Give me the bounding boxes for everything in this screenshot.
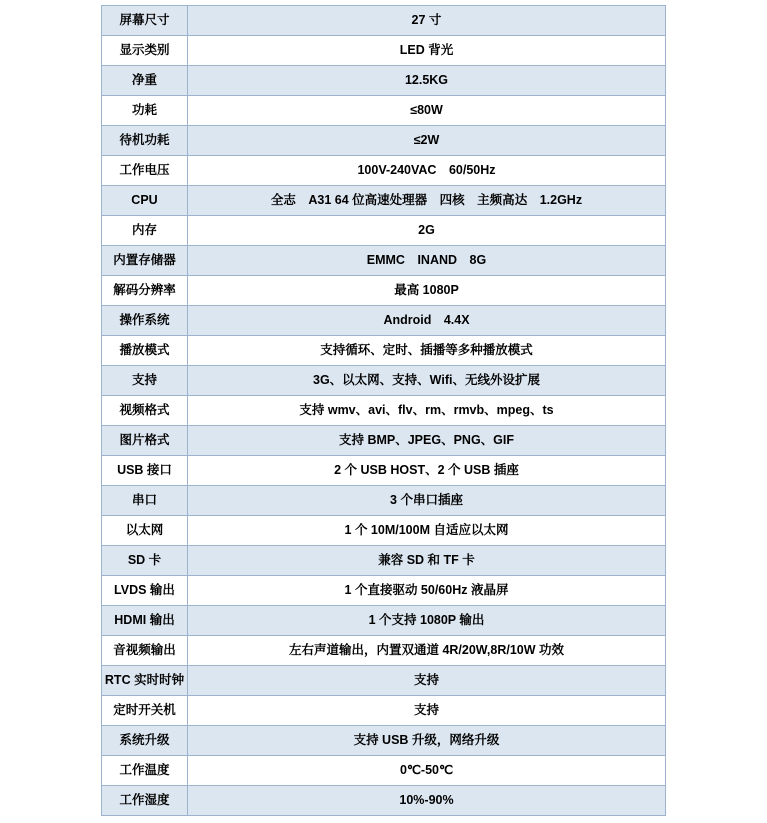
spec-value-cell: 支持 BMP、JPEG、PNG、GIF [188,426,666,456]
spec-value-cell: EMMC INAND 8G [188,246,666,276]
spec-label-cell: 待机功耗 [102,126,188,156]
table-row [102,486,666,516]
spec-value-cell: 支持 wmv、avi、flv、rm、rmvb、mpeg、ts [188,396,666,426]
spec-label-cell: 功耗 [102,96,188,126]
table-row [102,156,666,186]
spec-label-cell: HDMI 输出 [102,606,188,636]
table-row [102,366,666,396]
spec-value-cell: 100V-240VAC 60/50Hz [188,156,666,186]
table-row [102,726,666,756]
spec-label-cell: 串口 [102,486,188,516]
table-row [102,786,666,816]
spec-label-cell: RTC 实时时钟 [102,666,188,696]
spec-value-cell: LED 背光 [188,36,666,66]
spec-value-cell: 左右声道输出，内置双通道 4R/20W,8R/10W 功效 [188,636,666,666]
table-row [102,66,666,96]
table-row [102,246,666,276]
spec-value-cell: 3 个串口插座 [188,486,666,516]
table-row [102,216,666,246]
spec-value-cell: 支持 [188,696,666,726]
spec-label-cell: USB 接口 [102,456,188,486]
spec-label-cell: 显示类别 [102,36,188,66]
spec-label-cell: 操作系统 [102,306,188,336]
spec-label-cell: 解码分辨率 [102,276,188,306]
table-row [102,576,666,606]
spec-value-cell: 3G、以太网、支持、Wifi、无线外设扩展 [188,366,666,396]
table-row [102,336,666,366]
spec-label-cell: 视频格式 [102,396,188,426]
spec-value-cell: 全志 A31 64 位高速处理器 四核 主频高达 1.2GHz [188,186,666,216]
table-row [102,666,666,696]
table-row [102,126,666,156]
spec-value-cell: Android 4.4X [188,306,666,336]
spec-label-cell: LVDS 输出 [102,576,188,606]
spec-value-cell: 27 寸 [188,6,666,36]
spec-label-cell: 工作温度 [102,756,188,786]
spec-value-cell: 最高 1080P [188,276,666,306]
spec-label-cell: 净重 [102,66,188,96]
spec-value-cell: ≤80W [188,96,666,126]
spec-label-cell: 定时开关机 [102,696,188,726]
spec-label-cell: CPU [102,186,188,216]
spec-label-cell: 内置存储器 [102,246,188,276]
table-row [102,426,666,456]
table-row [102,276,666,306]
spec-value-cell: 兼容 SD 和 TF 卡 [188,546,666,576]
spec-value-cell: ≤2W [188,126,666,156]
table-row [102,636,666,666]
spec-value-cell: 1 个 10M/100M 自适应以太网 [188,516,666,546]
spec-label-cell: 播放模式 [102,336,188,366]
spec-label-cell: 工作湿度 [102,786,188,816]
spec-value-cell: 2G [188,216,666,246]
spec-value-cell: 12.5KG [188,66,666,96]
table-row [102,306,666,336]
spec-value-cell: 1 个支持 1080P 输出 [188,606,666,636]
spec-value-cell: 1 个直接驱动 50/60Hz 液晶屏 [188,576,666,606]
table-row [102,396,666,426]
table-row [102,96,666,126]
table-row [102,546,666,576]
spec-label-cell: 音视频输出 [102,636,188,666]
spec-label-cell: 支持 [102,366,188,396]
spec-label-cell: 图片格式 [102,426,188,456]
specification-table [101,5,666,816]
specification-table-body [102,6,666,816]
spec-value-cell: 10%-90% [188,786,666,816]
spec-label-cell: 内存 [102,216,188,246]
spec-label-cell: SD 卡 [102,546,188,576]
spec-label-cell: 系统升级 [102,726,188,756]
spec-label-cell: 工作电压 [102,156,188,186]
table-row [102,606,666,636]
spec-value-cell: 0℃-50℃ [188,756,666,786]
spec-value-cell: 2 个 USB HOST、2 个 USB 插座 [188,456,666,486]
spec-label-cell: 屏幕尺寸 [102,6,188,36]
spec-value-cell: 支持 USB 升级，网络升级 [188,726,666,756]
spec-value-cell: 支持循环、定时、插播等多种播放模式 [188,336,666,366]
table-row [102,186,666,216]
spec-value-cell: 支持 [188,666,666,696]
table-row [102,756,666,786]
table-row [102,696,666,726]
table-row [102,6,666,36]
spec-label-cell: 以太网 [102,516,188,546]
table-row [102,36,666,66]
table-row [102,516,666,546]
table-row [102,456,666,486]
